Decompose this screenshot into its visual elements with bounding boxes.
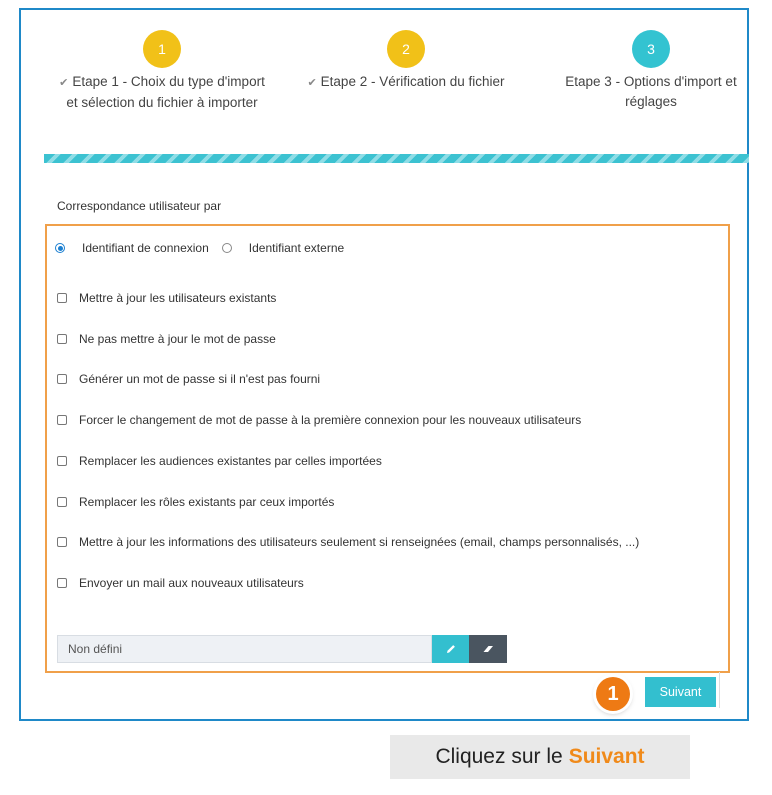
option-row — [57, 372, 320, 386]
pencil-icon — [445, 643, 457, 655]
step-2-label — [300, 72, 512, 93]
option-row — [57, 413, 581, 427]
radio-external-id-label: Identifiant externe — [248, 241, 345, 255]
eraser-icon — [482, 643, 495, 655]
option-checkbox[interactable] — [57, 415, 67, 425]
option-row — [57, 576, 304, 590]
option-checkbox[interactable] — [57, 456, 67, 466]
clear-button[interactable] — [469, 635, 507, 663]
step-badge: 1 — [596, 677, 630, 711]
option-label: Ne pas mettre à jour le mot de passe — [79, 332, 276, 346]
option-label: Mettre à jour les informations des utilisateurs seulement si renseignées (email, champs personnalisés, ...) — [79, 535, 640, 549]
radio-external-id[interactable] — [222, 243, 232, 253]
step-2-text: Etape 2 - Vérification du fichier — [320, 74, 505, 89]
match-label: Correspondance utilisateur par — [57, 199, 222, 213]
option-checkbox[interactable] — [57, 578, 67, 588]
step-1 — [52, 30, 272, 113]
radio-login-id[interactable] — [55, 243, 65, 253]
step-3-label: Etape 3 - Options d'import et réglages — [565, 74, 737, 109]
instruction-text: Cliquez sur le — [435, 745, 563, 768]
option-checkbox[interactable] — [57, 497, 67, 507]
next-button[interactable]: Suivant — [645, 677, 716, 707]
progress-bar — [44, 154, 749, 163]
option-row — [57, 495, 334, 509]
step-1-text: Etape 1 - Choix du type d'import et sélection du fichier à importer — [66, 74, 265, 110]
option-label: Forcer le changement de mot de passe à la première connexion pour les nouveaux utilisateurs — [79, 413, 582, 427]
option-checkbox[interactable] — [57, 537, 67, 547]
option-row — [57, 291, 276, 305]
step-3 — [555, 30, 747, 112]
option-row — [57, 535, 639, 549]
match-radio-group — [55, 241, 344, 255]
template-select[interactable]: Non défini — [57, 635, 432, 663]
check-icon: ✔ — [307, 77, 317, 89]
step-1-label — [52, 72, 272, 113]
option-label: Mettre à jour les utilisateurs existants — [79, 291, 277, 305]
step-2-circle: 2 — [387, 30, 425, 68]
option-label: Envoyer un mail aux nouveaux utilisateurs — [79, 576, 304, 590]
option-label: Remplacer les rôles existants par ceux importés — [79, 495, 335, 509]
edit-button[interactable] — [432, 635, 469, 663]
option-label: Générer un mot de passe si il n'est pas fourni — [79, 372, 321, 386]
instruction-emphasis: Suivant — [568, 745, 645, 768]
option-label: Remplacer les audiences existantes par celles importées — [79, 454, 382, 468]
option-checkbox[interactable] — [57, 293, 67, 303]
check-icon: ✔ — [59, 77, 69, 89]
option-row — [57, 332, 276, 346]
divider — [719, 672, 720, 708]
step-2 — [300, 30, 512, 93]
step-1-circle: 1 — [143, 30, 181, 68]
radio-login-id-label: Identifiant de connexion — [82, 241, 209, 255]
option-checkbox[interactable] — [57, 334, 67, 344]
step-3-circle: 3 — [632, 30, 670, 68]
option-checkbox[interactable] — [57, 374, 67, 384]
option-row — [57, 454, 382, 468]
instruction-caption — [390, 735, 690, 779]
